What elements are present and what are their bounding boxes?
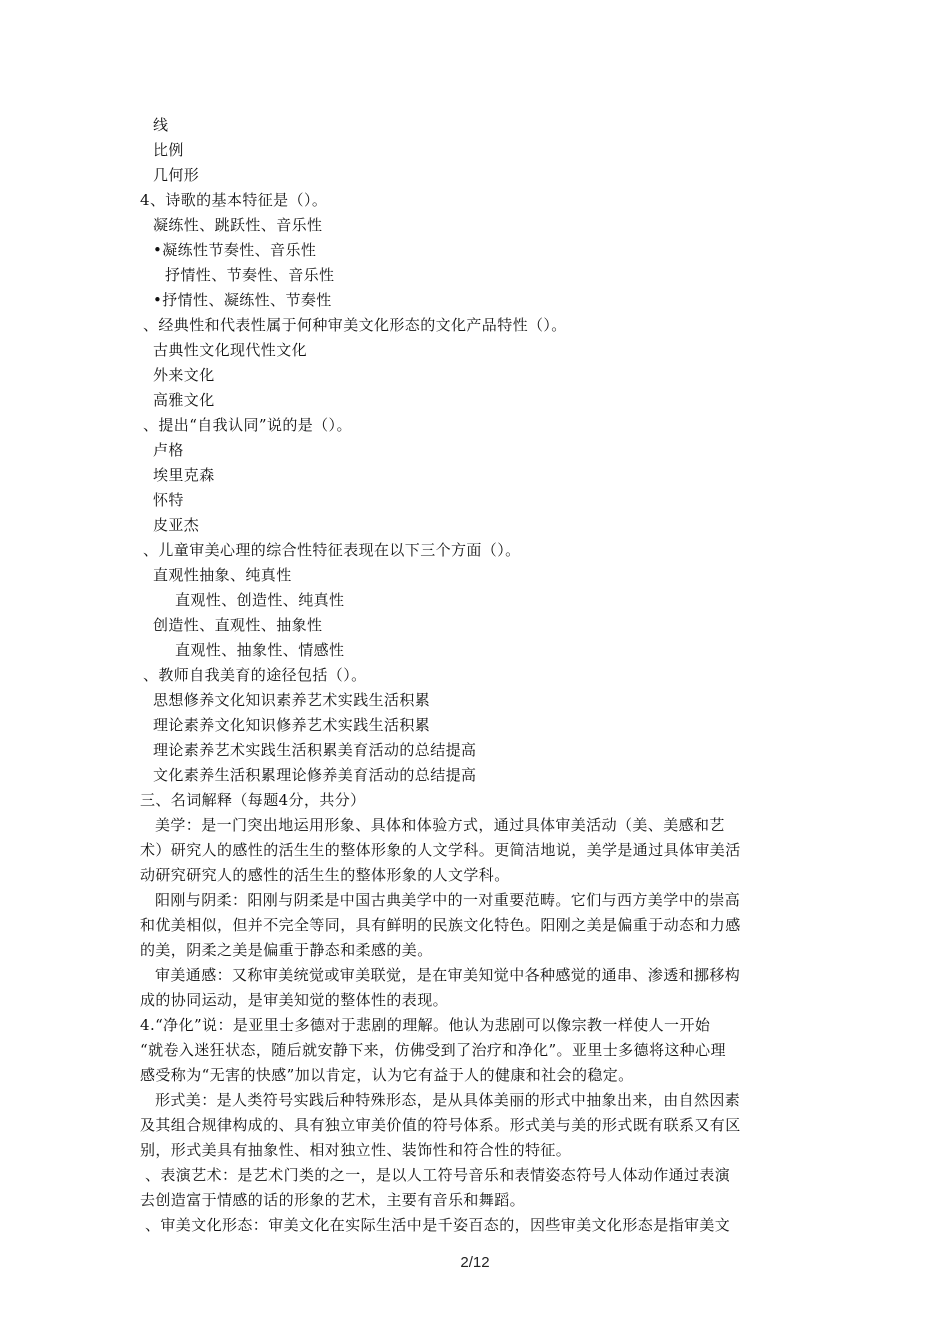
definition-yanggang-line-2: 和优美相似，但并不完全等同，具有鲜明的民族文化特色。阳刚之美是偏重于动态和力感 (140, 916, 741, 934)
question-6-option-c: 怀特 (153, 491, 184, 509)
definition-performing-arts-line-1: 、表演艺术：是艺术门类的之一，是以人工符号音乐和表情姿态符号人体动作通过表演 (145, 1166, 731, 1184)
question-4-option-c: 抒情性、节奏性、音乐性 (165, 266, 335, 284)
question-4-option-d: •抒情性、凝练性、节奏性 (153, 291, 332, 309)
definition-synesthesia-line-2: 成的协同运动，是审美知觉的整体性的表现。 (140, 991, 449, 1009)
definition-formal-beauty-line-2: 及其组合规律构成的、具有独立审美价值的符号体系。形式美与美的形式既有联系又有区 (140, 1116, 741, 1134)
question-6: 、提出“自我认同”说的是（）。 (143, 416, 352, 434)
option-geometric: 几何形 (153, 166, 200, 184)
definition-formal-beauty-line-1: 形式美：是人类符号实践后种特殊形态，是从具体美丽的形式中抽象出来，由自然因素 (155, 1091, 741, 1109)
definition-aesthetics-line-2: 术）研究人的感性的活生生的整体形象的人文学科。更简洁地说，美学是通过具体审美活 (140, 841, 741, 859)
question-6-option-a: 卢格 (153, 441, 184, 459)
question-6-option-d: 皮亚杰 (153, 516, 200, 534)
question-4: 4、诗歌的基本特征是（）。 (140, 191, 328, 209)
definition-yanggang-line-1: 阳刚与阴柔：阳刚与阴柔是中国古典美学中的一对重要范畴。它们与西方美学中的崇高 (155, 891, 741, 909)
definition-aesthetics-line-1: 美学：是一门突出地运用形象、具体和体验方式，通过具体审美活动（美、美感和艺 (155, 816, 725, 834)
question-7-option-d: 直观性、抽象性、情感性 (175, 641, 345, 659)
question-8-option-b: 理论素养文化知识修养艺术实践生活积累 (153, 716, 431, 734)
question-5-option-d: 高雅文化 (153, 391, 215, 409)
definition-aesthetics-line-3: 动研究研究人的感性的活生生的整体形象的人文学科。 (140, 866, 510, 884)
question-5: 、经典性和代表性属于何种审美文化形态的文化产品特性（）。 (143, 316, 567, 334)
option-line: 线 (153, 116, 169, 134)
question-6-option-b: 埃里克森 (153, 466, 215, 484)
question-4-option-b: •凝练性节奏性、音乐性 (153, 241, 317, 259)
definition-aesthetic-culture-line-1: 、审美文化形态：审美文化在实际生活中是千姿百态的，因些审美文化形态是指审美文 (145, 1216, 731, 1234)
question-8-option-d: 文化素养生活积累理论修养美育活动的总结提高 (153, 766, 477, 784)
question-8-option-c: 理论素养艺术实践生活积累美育活动的总结提高 (153, 741, 477, 759)
question-7-option-a: 直观性抽象、纯真性 (153, 566, 292, 584)
section-heading-term-definitions: 三、名词解释（每题4分，共分） (140, 791, 366, 809)
definition-synesthesia-line-1: 审美通感：又称审美统觉或审美联觉，是在审美知觉中各种感觉的通串、渗透和挪移构 (155, 966, 741, 984)
question-5-option-c: 外来文化 (153, 366, 215, 384)
question-8-option-a: 思想修养文化知识素养艺术实践生活积累 (153, 691, 431, 709)
definition-catharsis-line-1: 4.“净化”说：是亚里士多德对于悲剧的理解。他认为悲剧可以像宗教一样使人一开始 (140, 1016, 711, 1034)
question-4-option-a: 凝练性、跳跃性、音乐性 (153, 216, 323, 234)
definition-performing-arts-line-2: 去创造富于情感的话的形象的艺术，主要有音乐和舞蹈。 (140, 1191, 526, 1209)
page-number: 2/12 (460, 1254, 490, 1271)
definition-formal-beauty-line-3: 别，形式美具有抽象性、相对独立性、装饰性和符合性的特征。 (140, 1141, 572, 1159)
definition-yanggang-line-3: 的美，阴柔之美是偏重于静态和柔感的美。 (140, 941, 433, 959)
option-proportion: 比例 (153, 141, 184, 159)
definition-catharsis-line-2: “就卷入迷狂状态，随后就安静下来，仿佛受到了治疗和净化”。亚里士多德将这种心理 (140, 1041, 726, 1059)
question-7-option-b: 直观性、创造性、纯真性 (175, 591, 345, 609)
question-7-option-c: 创造性、直观性、抽象性 (153, 616, 323, 634)
definition-catharsis-line-3: 感受称为“无害的快感”加以肯定，认为它有益于人的健康和社会的稳定。 (140, 1066, 634, 1084)
question-5-option-ab: 古典性文化现代性文化 (153, 341, 308, 359)
question-7: 、儿童审美心理的综合性特征表现在以下三个方面（）。 (143, 541, 521, 559)
question-8: 、教师自我美育的途径包括（）。 (143, 666, 367, 684)
